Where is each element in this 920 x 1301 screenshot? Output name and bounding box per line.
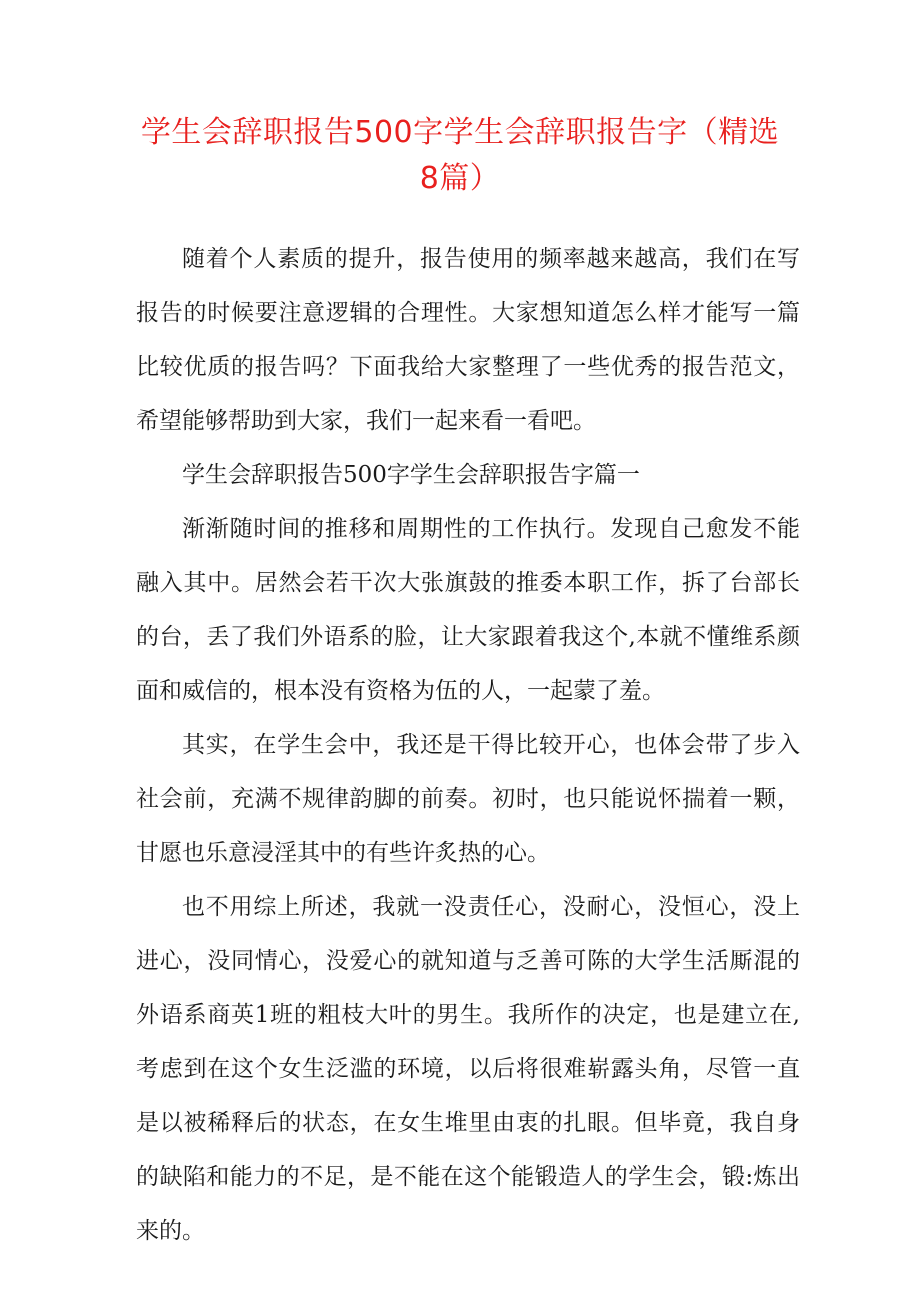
paragraph: 渐渐随时间的推移和周期性的工作执行。发现自己愈发不能融入其中。居然会若干次大张旗鼓的推委本职工作，拆了台部长的台，丢了我们外语系的脸，让大家跟着我这个,本就不懂维系颜面和威信的，根本没有资格为伍的人，一起蒙了羞。 <box>136 516 800 704</box>
document-title: 学生会辞职报告500字学生会辞职报告字（精选8篇） <box>140 115 780 196</box>
section-heading: 学生会辞职报告500字学生会辞职报告字篇一 <box>182 462 640 488</box>
paragraph: 也不用综上所述，我就一没责任心，没耐心，没恒心，没上进心，没同情心，没爱心的就知道与乏善可陈的大学生活厮混的外语系商英1班的粗枝大叶的男生。我所作的决定，也是建立在,考虑到在这个女生泛滥的环境，以后将很难崭露头角，尽管一直是以被稀释后的状态，在女生堆里由衷的扎眼。但毕竟，我自身的缺陷和能力的不足，是不能在这个能锻造人的学生会，锻:炼出来的。 <box>136 894 800 1244</box>
document-body <box>136 232 800 1258</box>
paragraph: 其实，在学生会中，我还是干得比较开心，也体会带了步入社会前，充满不规律韵脚的前奏。初时，也只能说怀揣着一颗，甘愿也乐意浸淫其中的有些许炙热的心。 <box>136 732 800 866</box>
paragraph-intro: 随着个人素质的提升，报告使用的频率越来越高，我们在写报告的时候要注意逻辑的合理性。大家想知道怎么样才能写一篇比较优质的报告吗？下面我给大家整理了一些优秀的报告范文，希望能够帮助到大家，我们一起来看一看吧。 <box>136 246 800 434</box>
